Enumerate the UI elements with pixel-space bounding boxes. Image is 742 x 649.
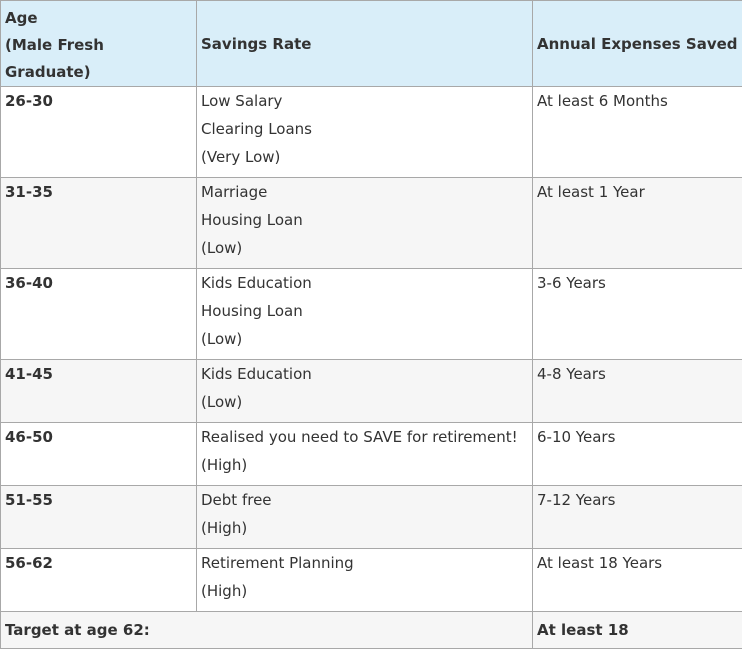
savings-rate-level: (High)	[201, 514, 528, 542]
savings-rate-level: (Very Low)	[201, 143, 528, 171]
savings-rate-level: (Low)	[201, 325, 528, 353]
target-value: At least 18	[533, 612, 742, 649]
table-header-row	[1, 1, 742, 87]
savings-rate-line: Low Salary	[201, 87, 528, 115]
savings-rate-line: Kids Education	[201, 269, 528, 297]
age-range-cell: 41-45	[1, 360, 197, 423]
savings-rate-line: Housing Loan	[201, 297, 528, 325]
savings-rate-level: (Low)	[201, 234, 528, 262]
age-range-cell: 26-30	[1, 87, 197, 178]
table-row	[1, 87, 742, 178]
age-range-cell: 56-62	[1, 549, 197, 612]
header-age-subtitle: (Male Fresh Graduate)	[5, 32, 192, 86]
header-annual-expenses-saved: Annual Expenses Saved	[533, 1, 742, 87]
savings-rate-line: Kids Education	[201, 360, 528, 388]
header-age	[1, 1, 197, 87]
age-range-cell: 31-35	[1, 178, 197, 269]
expenses-saved-cell: 7-12 Years	[533, 486, 742, 549]
table-row	[1, 269, 742, 360]
expenses-saved-cell: 3-6 Years	[533, 269, 742, 360]
expenses-saved-cell: At least 1 Year	[533, 178, 742, 269]
savings-rate-cell	[197, 360, 533, 423]
age-range-cell: 46-50	[1, 423, 197, 486]
savings-rate-line: Debt free	[201, 486, 528, 514]
savings-rate-cell	[197, 549, 533, 612]
age-range-cell: 36-40	[1, 269, 197, 360]
expenses-saved-cell: At least 18 Years	[533, 549, 742, 612]
header-age-title: Age	[5, 5, 192, 32]
expenses-saved-cell: 4-8 Years	[533, 360, 742, 423]
table-row	[1, 549, 742, 612]
target-label: Target at age 62:	[1, 612, 533, 649]
savings-rate-level: (High)	[201, 451, 528, 479]
savings-rate-level: (Low)	[201, 388, 528, 416]
expenses-saved-cell: 6-10 Years	[533, 423, 742, 486]
table-row	[1, 178, 742, 269]
header-savings-rate: Savings Rate	[197, 1, 533, 87]
savings-rate-cell	[197, 486, 533, 549]
table-footer-row	[1, 612, 742, 649]
savings-rate-level: (High)	[201, 577, 528, 605]
savings-rate-cell	[197, 87, 533, 178]
savings-rate-cell	[197, 178, 533, 269]
expenses-saved-cell: At least 6 Months	[533, 87, 742, 178]
savings-rate-cell	[197, 269, 533, 360]
savings-rate-line: Clearing Loans	[201, 115, 528, 143]
table-row	[1, 360, 742, 423]
savings-rate-cell	[197, 423, 533, 486]
savings-rate-line: Housing Loan	[201, 206, 528, 234]
table-row	[1, 423, 742, 486]
savings-rate-line: Retirement Planning	[201, 549, 528, 577]
table-row	[1, 486, 742, 549]
age-range-cell: 51-55	[1, 486, 197, 549]
savings-rate-line: Realised you need to SAVE for retirement!	[201, 423, 528, 451]
savings-rate-line: Marriage	[201, 178, 528, 206]
